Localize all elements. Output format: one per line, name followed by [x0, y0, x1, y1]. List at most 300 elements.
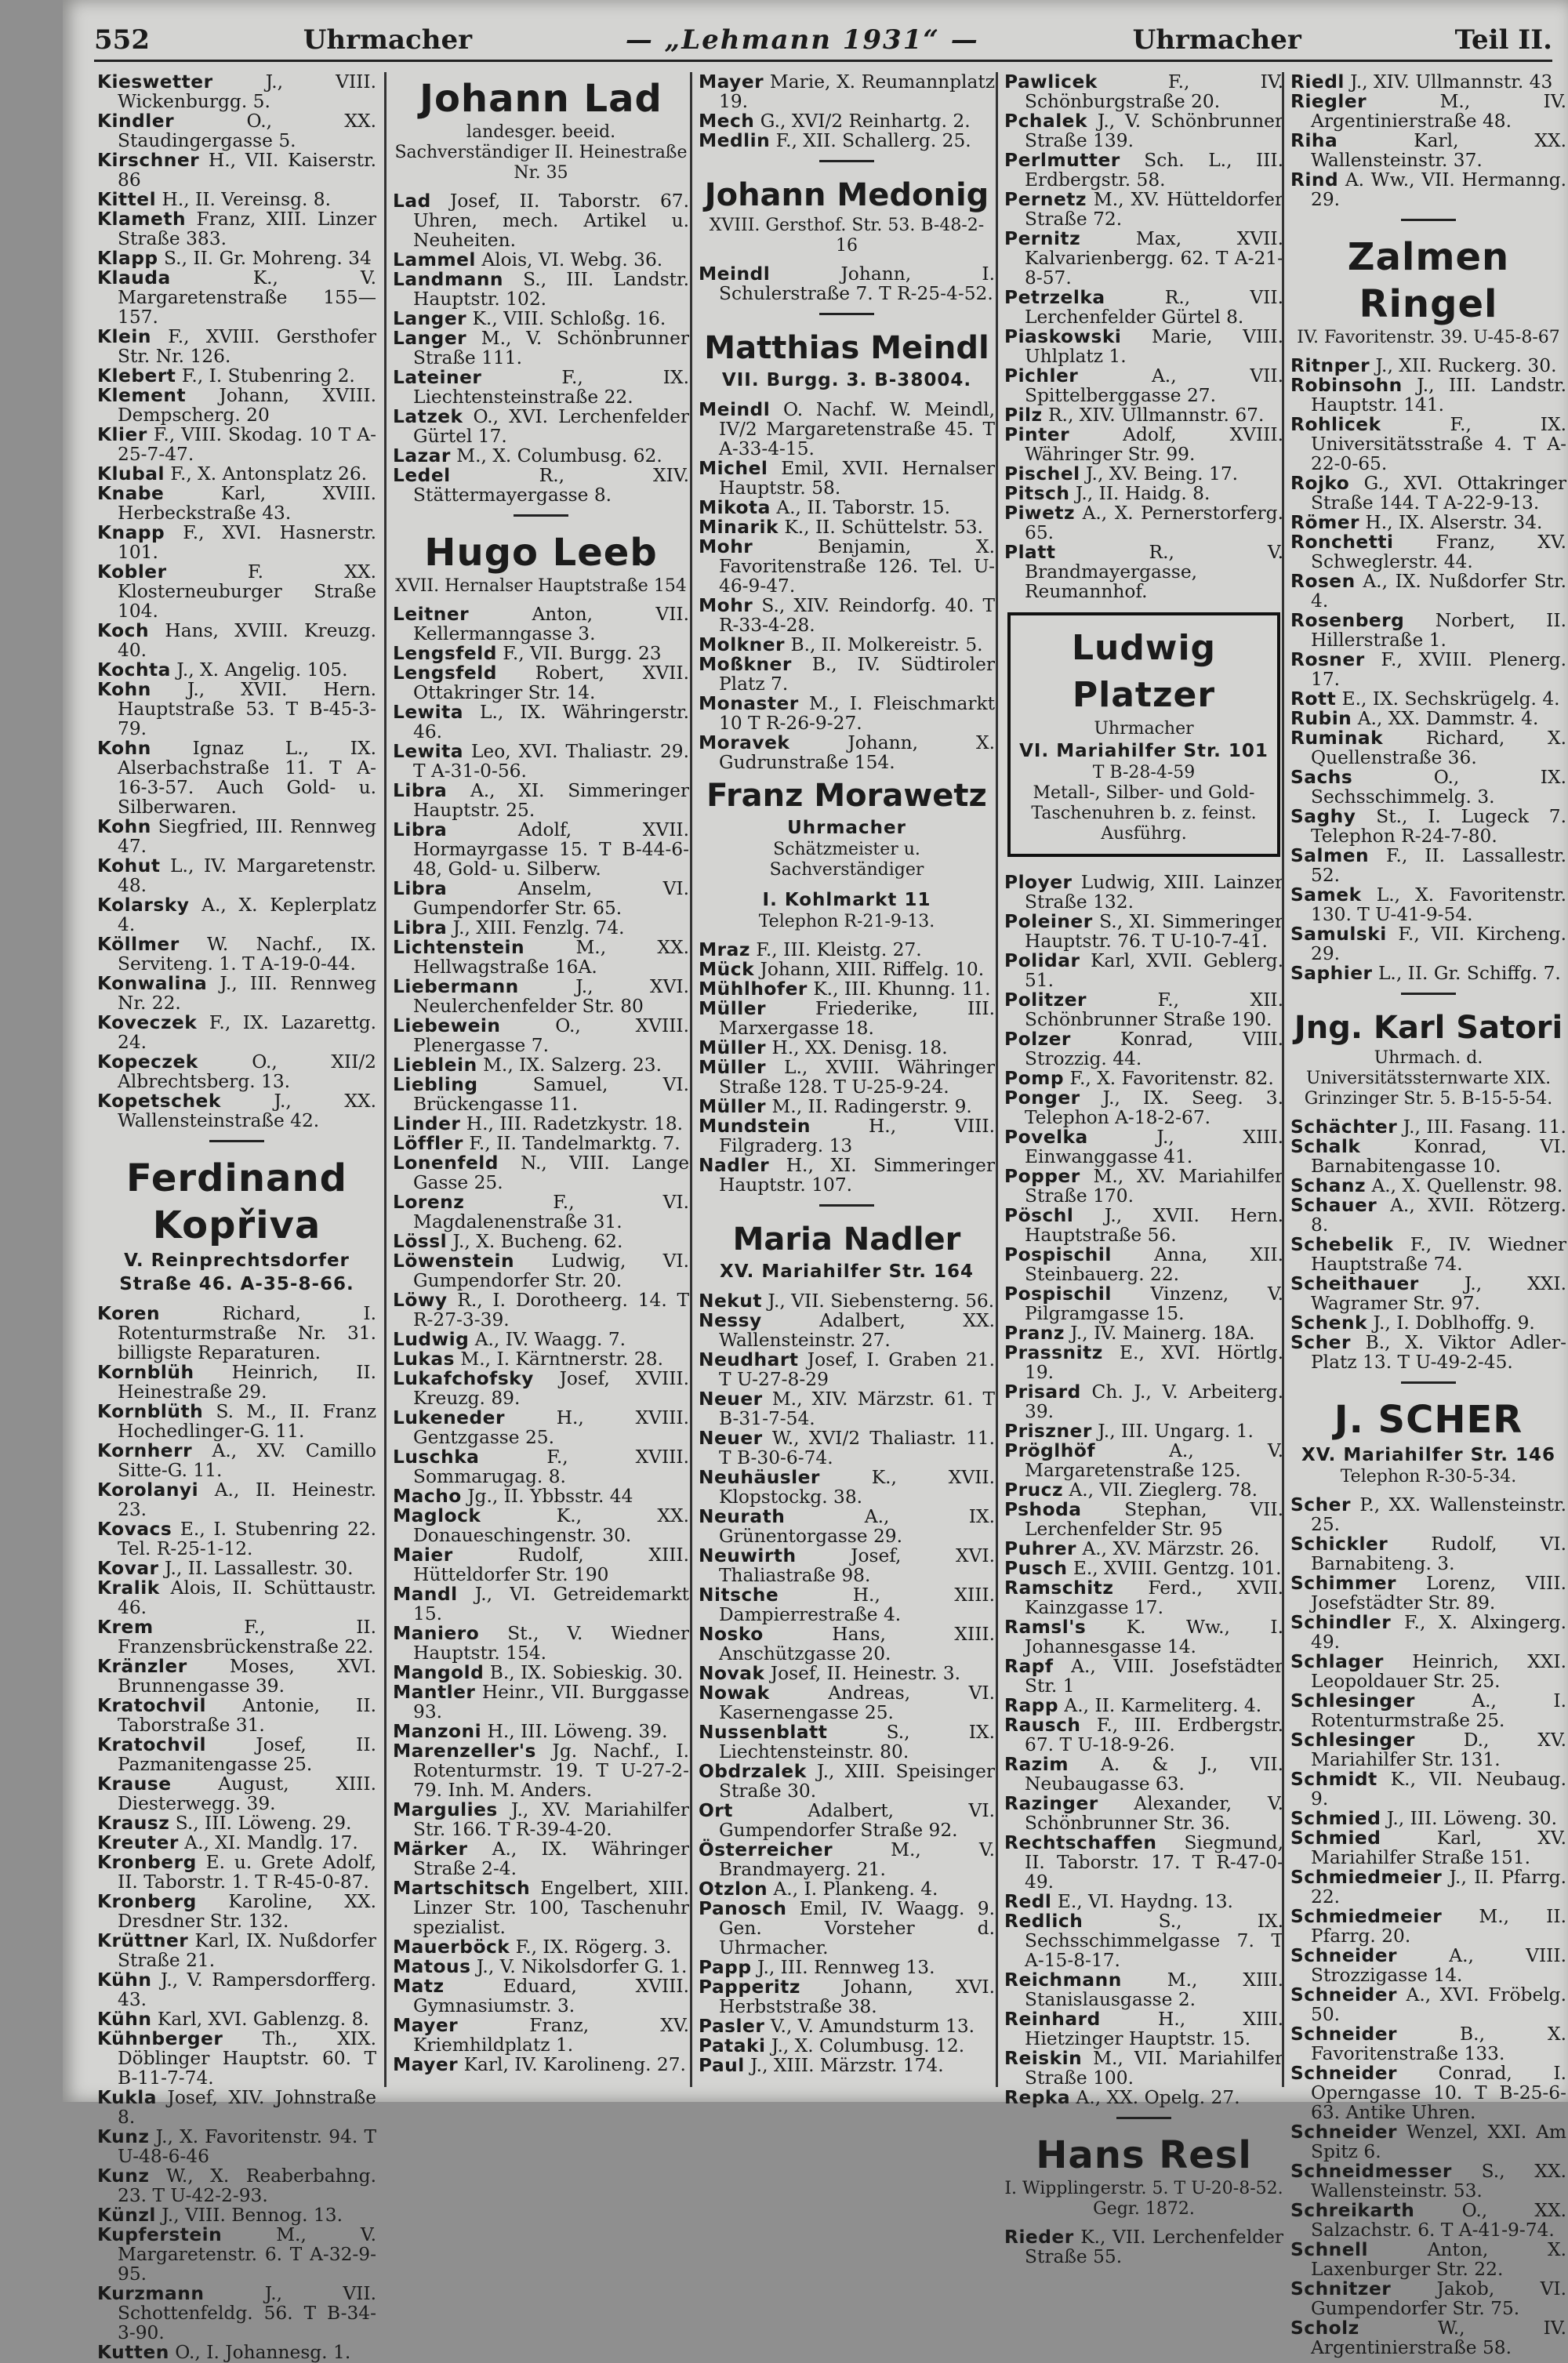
entry-details: L., IV. Margaretenstr. 48. — [118, 855, 376, 896]
entry-name: Klauda — [97, 267, 171, 289]
entry-details: Karl, IV. Karolineng. 27. — [463, 2054, 686, 2075]
entry-name: Schneider — [1290, 2024, 1398, 2045]
ad-details: XVIII. Gersthof. Str. 53. B-48-2-16 — [709, 216, 985, 256]
entry-details: Johann, XIII. Riffelg. 10. — [760, 959, 985, 980]
directory-entry — [1290, 846, 1566, 885]
entry-name: Mühlhofer — [699, 978, 808, 1000]
directory-entry — [393, 1957, 689, 1976]
separator-rule — [1116, 2117, 1171, 2119]
entry-details: Rudolf, XIII. Hütteldorfer Str. 190 — [413, 1544, 690, 1585]
directory-entry — [1290, 807, 1566, 846]
directory-entry — [699, 264, 995, 303]
directory-entry — [393, 702, 689, 742]
entry-details: A., X. Keplerplatz 4. — [118, 895, 376, 935]
entry-name: Polzer — [1004, 1029, 1071, 1050]
ad-name: Matthias Meindl — [704, 330, 989, 366]
entry-details: Josef, XIV. Johnstraße 8. — [118, 2087, 376, 2128]
directory-entry — [393, 1839, 689, 1878]
entry-details: M., I. Kärntnerstr. 28. — [460, 1348, 663, 1370]
entry-details: W., XVI/2 Thaliastr. 11. T B-30-6-74. — [719, 1428, 996, 1468]
separator-rule — [1401, 1381, 1456, 1384]
entry-details: F., XII. Schönbrunner Straße 190. — [1025, 989, 1283, 1030]
entry-details: M., IV. Argentinierstraße 48. — [1311, 91, 1566, 132]
directory-entry — [1004, 425, 1283, 464]
entry-name: Papperitz — [699, 1976, 800, 1998]
entry-name: Kirschner — [97, 150, 200, 171]
entry-name: Pranz — [1004, 1323, 1065, 1344]
entry-name: Manzoni — [393, 1721, 482, 1742]
entry-details: A., XI. Mandlg. 17. — [184, 1832, 358, 1853]
entry-name: Povelka — [1004, 1127, 1088, 1148]
entry-details: Siegmund, II. Taborstr. 17. T R-47-0-49. — [1025, 1832, 1283, 1893]
directory-entry — [97, 856, 376, 895]
directory-entry — [97, 562, 376, 621]
entry-name: Schneider — [1290, 1945, 1398, 1966]
entry-details: Ch. J., V. Arbeiterg. 39. — [1025, 1381, 1283, 1422]
directory-entry — [97, 2205, 376, 2225]
entry-name: Scholz — [1290, 2318, 1359, 2339]
directory-entry — [97, 484, 376, 523]
entry-details: F., VI. Magdalenenstraße 31. — [413, 1192, 690, 1232]
directory-entry — [1004, 1892, 1283, 1911]
entry-details: F., XII. Schallerg. 25. — [775, 130, 971, 151]
directory-entry — [97, 2127, 376, 2166]
entry-name: Kukla — [97, 2087, 157, 2108]
entry-details: O., IX. Sechsschimmelg. 3. — [1311, 767, 1566, 808]
directory-entry — [1290, 1137, 1566, 1176]
entry-details: E. u. Grete Adolf, II. Taborstr. 1. T R-45-0-87. — [118, 1852, 376, 1893]
directory-entry — [699, 1038, 995, 1058]
entry-name: Linder — [393, 1113, 461, 1134]
entry-name: Lewita — [393, 702, 464, 723]
entry-details: M., XX. Hellwagstraße 16A. — [413, 937, 689, 978]
entry-details: Franz, XIII. Linzer Straße 383. — [118, 209, 376, 249]
ad-name: Jng. Karl Satori — [1294, 1010, 1563, 1046]
entry-details: Adolf, XVIII. Währinger Str. 99. — [1025, 424, 1283, 465]
entry-name: Riegler — [1290, 91, 1367, 112]
directory-entry — [1290, 1534, 1566, 1574]
directory-entry — [1004, 229, 1283, 288]
entry-details: H., III. Löweng. 39. — [487, 1721, 668, 1742]
directory-entry — [1290, 1691, 1566, 1730]
entry-name: Rechtschaffen — [1004, 1832, 1157, 1853]
directory-entry — [393, 1134, 689, 1153]
entry-name: Schreikarth — [1290, 2200, 1415, 2221]
entry-name: Märker — [393, 1838, 468, 1860]
entry-details: B., X. Viktor Adler-Platz 13. T U-49-2-45. — [1311, 1332, 1566, 1373]
entry-name: Kindler — [97, 111, 175, 132]
ad-address: I. Kohlmarkt 11 — [762, 890, 931, 910]
directory-entry — [1004, 1578, 1283, 1617]
directory-entry — [1290, 1907, 1566, 1946]
entry-name: Ponger — [1004, 1087, 1080, 1109]
entry-name: Saghy — [1290, 806, 1356, 827]
directory-entry — [699, 655, 995, 694]
directory-entry — [97, 1304, 376, 1363]
entry-details: Ludwig, XIII. Lainzer Straße 132. — [1025, 872, 1283, 913]
entry-name: Petrzelka — [1004, 287, 1105, 308]
entry-name: Libra — [393, 819, 448, 840]
entry-details: August, XIII. Diesterwegg. 39. — [118, 1773, 376, 1814]
directory-entry — [699, 517, 995, 537]
directory-entry — [699, 498, 995, 517]
entry-details: K., VIII. Schloßg. 16. — [472, 308, 666, 329]
directory-entry — [97, 1559, 376, 1578]
directory-entry — [393, 1722, 689, 1741]
directory-entry — [1290, 1652, 1566, 1691]
entry-details: Siegfried, III. Rennweg 47. — [118, 816, 376, 857]
entry-name: Schimmer — [1290, 1573, 1396, 1594]
entry-name: Riha — [1290, 130, 1338, 151]
entry-name: Rosen — [1290, 571, 1356, 592]
header-right-title: Uhrmacher — [1132, 24, 1301, 56]
entry-name: Obdrzalek — [699, 1761, 807, 1782]
entry-details: Max, XVII. Kalvarienbergg. 62. T A-21-8-57. — [1025, 228, 1283, 289]
entry-name: Schnell — [1290, 2239, 1369, 2260]
ad-details: IV. Favoritenstr. 39. U-45-8-67 — [1297, 328, 1560, 347]
entry-details: F., XVI. Hasnerstr. 101. — [118, 522, 376, 563]
directory-entry — [393, 1624, 689, 1663]
ad-name: Johann Lad — [419, 77, 662, 121]
entry-details: B., X. Favoritenstraße 133. — [1311, 2024, 1566, 2064]
entry-details: R., XIV. Ullmannstr. 67. — [1048, 405, 1265, 426]
entry-name: Schenk — [1290, 1312, 1368, 1334]
entry-name: Paul — [699, 2055, 745, 2076]
directory-entry — [1004, 2227, 1283, 2267]
ad-address: V. Reinprechtsdorfer Straße 46. A-35-8-66. — [119, 1250, 354, 1294]
directory-entry — [1290, 1613, 1566, 1652]
entry-details: O. Nachf. W. Meindl, IV/2 Margaretenstraße 45. T A-33-4-15. — [719, 399, 995, 459]
entry-name: Lössl — [393, 1231, 448, 1252]
entry-details: J., XV. Mariahilfer Str. 166. T R-39-4-20. — [413, 1799, 689, 1840]
entry-details: Adalbert, XX. Wallensteinstr. 27. — [719, 1310, 995, 1351]
directory-entry — [393, 918, 689, 938]
directory-entry — [699, 1801, 995, 1840]
entry-name: Rieder — [1004, 2227, 1074, 2248]
entry-details: J., X. Favoritenstr. 94. T U-48-6-46 — [118, 2126, 376, 2167]
entry-name: Nussenblatt — [699, 1722, 828, 1743]
directory-entry — [393, 2016, 689, 2055]
advertisement — [699, 328, 995, 392]
entry-name: Langer — [393, 308, 467, 329]
entry-details: Johann, X. Gudrunstraße 154. — [719, 732, 995, 773]
entry-name: Schneider — [1290, 1984, 1398, 2005]
entry-details: F., XVIII. Plenerg. 17. — [1311, 649, 1566, 690]
entry-details: Konrad, VI. Barnabitengasse 10. — [1311, 1136, 1566, 1177]
entry-details: Stephan, VII. Lerchenfelder Str. 95 — [1025, 1499, 1283, 1540]
entry-name: Salmen — [1290, 845, 1370, 866]
directory-entry — [393, 1741, 689, 1800]
entry-name: Panosch — [699, 1898, 787, 1919]
entry-name: Scheithauer — [1290, 1273, 1419, 1294]
entry-name: Libra — [393, 917, 448, 938]
entry-details: E., XVI. Hörtlg. 19. — [1025, 1342, 1283, 1383]
entry-details: A., VII. Zieglerg. 78. — [1069, 1479, 1258, 1501]
entry-name: Piwetz — [1004, 503, 1076, 524]
directory-entry — [1004, 1755, 1283, 1794]
entry-name: Rosenberg — [1290, 610, 1405, 631]
entry-name: Klein — [97, 326, 151, 347]
directory-entry — [97, 1892, 376, 1931]
ad-address: VII. Burgg. 3. B-38004. — [721, 370, 972, 390]
entry-details: H., VIII. Filgraderg. 13 — [719, 1116, 995, 1156]
entry-details: F., III. Erdbergstr. 67. T U-18-9-26. — [1025, 1715, 1284, 1755]
directory-entry — [97, 1931, 376, 1970]
directory-entry — [699, 733, 995, 772]
directory-entry — [97, 1657, 376, 1696]
directory-page — [63, 0, 1568, 2363]
directory-entry — [97, 2088, 376, 2127]
directory-entry — [393, 1369, 689, 1408]
directory-entry — [1290, 1828, 1566, 1868]
directory-entry — [97, 1013, 376, 1052]
entry-details: Anna, XII. Steinbauerg. 22. — [1025, 1244, 1283, 1285]
advertisement — [1290, 234, 1566, 348]
directory-entry — [97, 2284, 376, 2343]
entry-name: Neudhart — [699, 1349, 799, 1370]
entry-name: Rosner — [1290, 649, 1365, 670]
entry-name: Moravek — [699, 732, 790, 753]
entry-details: J., X. Columbusg. 12. — [771, 2035, 965, 2056]
entry-name: Mauerböck — [393, 1936, 510, 1958]
directory-entry — [1290, 1809, 1566, 1828]
directory-entry — [1290, 131, 1566, 170]
directory-entry — [1004, 1088, 1283, 1127]
directory-entry — [393, 1408, 689, 1447]
directory-entry — [699, 1585, 995, 1624]
entry-name: Samulski — [1290, 924, 1387, 945]
entry-name: Popper — [1004, 1166, 1080, 1187]
boxed-advertisement — [1007, 612, 1280, 857]
entry-details: E., XVIII. Gentzg. 101. — [1073, 1558, 1282, 1579]
entry-name: Lengsfeld — [393, 662, 497, 684]
entry-name: Redlich — [1004, 1911, 1083, 1932]
directory-entry — [393, 1192, 689, 1232]
entry-details: S., IX. Liechtensteinstr. 80. — [719, 1722, 995, 1762]
directory-entry — [97, 386, 376, 425]
entry-details: A., XV. Camillo Sitte-G. 11. — [118, 1440, 377, 1481]
directory-entry — [393, 191, 689, 250]
entry-details: Samuel, VI. Brückengasse 11. — [413, 1074, 689, 1115]
directory-entry — [1290, 1770, 1566, 1809]
entry-name: Ployer — [1004, 872, 1073, 893]
entry-name: Saphier — [1290, 963, 1373, 984]
advertisement — [1004, 2132, 1283, 2220]
entry-name: Pilz — [1004, 405, 1043, 426]
entry-details: J., IX. Seeg. 3. Telephon A-18-2-67. — [1025, 1087, 1283, 1128]
entry-name: Klameth — [97, 209, 187, 230]
entry-details: J., VI. Getreidemarkt 15. — [413, 1584, 689, 1624]
directory-entry — [393, 1506, 689, 1545]
entry-details: F., II. Franzensbrückenstraße 22. — [118, 1617, 376, 1657]
entry-name: Müller — [699, 1096, 767, 1117]
entry-name: Kühnberger — [97, 2028, 223, 2049]
entry-details: A., X. Pernerstorferg. 65. — [1025, 503, 1283, 543]
entry-name: Köllmer — [97, 934, 180, 955]
directory-entry — [1004, 1500, 1283, 1539]
entry-details: J., XV. Being. 17. — [1086, 463, 1239, 485]
entry-details: A., VIII. Josefstädter Str. 1 — [1025, 1656, 1284, 1697]
directory-entry — [1290, 611, 1566, 650]
entry-details: H., III. Radetzkystr. 18. — [466, 1113, 684, 1134]
directory-entry — [1004, 543, 1283, 601]
entry-name: Löffler — [393, 1133, 463, 1154]
entry-name: Lichtenstein — [393, 937, 525, 958]
entry-name: Mayer — [393, 2015, 459, 2036]
directory-entry — [699, 1291, 995, 1311]
entry-details: Richard, X. Quellenstraße 36. — [1311, 728, 1566, 768]
entry-name: Rind — [1290, 169, 1339, 191]
entry-name: Reiskin — [1004, 2048, 1083, 2069]
directory-entry — [1004, 190, 1283, 229]
entry-details: M., X. Columbusg. 62. — [456, 445, 662, 466]
entry-name: Mangold — [393, 1662, 485, 1683]
entry-name: Leitner — [393, 604, 470, 625]
entry-details: J., III. Landstr. Hauptstr. 141. — [1311, 375, 1567, 416]
ad-name: Franz Morawetz — [706, 778, 987, 814]
entry-details: St., V. Wiedner Hauptstr. 154. — [413, 1623, 689, 1664]
entry-details: R., XIV. Stättermayergasse 8. — [413, 465, 689, 506]
entry-name: Schneider — [1290, 2122, 1398, 2143]
directory-entry — [699, 635, 995, 655]
entry-details: Josef, II. Taborstr. 67. Uhren, mech. Artikel u. Neuheiten. — [413, 191, 689, 251]
entry-details: J., XIII. Einwanggasse 41. — [1025, 1127, 1283, 1167]
entry-name: Libra — [393, 780, 448, 801]
entry-details: M., IX. Salzerg. 23. — [483, 1054, 662, 1076]
entry-details: Richard, I. Rotenturmstraße Nr. 31. billigste Reparaturen. — [118, 1303, 376, 1363]
entry-name: Schanz — [1290, 1175, 1367, 1196]
directory-entry — [393, 604, 689, 644]
entry-name: Samek — [1290, 884, 1362, 906]
ad-details: Schätzmeister u. Sachverständiger — [769, 840, 924, 880]
entry-name: Lazar — [393, 445, 451, 466]
entry-details: K., III. Khunng. 11. — [813, 978, 991, 1000]
directory-entry — [393, 328, 689, 368]
entry-name: Mech — [699, 111, 755, 132]
entry-details: Sch. L., III. Erdbergstr. 58. — [1025, 150, 1283, 191]
entry-details: Alexander, V. Schönbrunner Str. 36. — [1025, 1793, 1284, 1834]
entry-details: Adalbert, VI. Gumpendorfer Straße 92. — [719, 1800, 995, 1841]
directory-entry — [1004, 1382, 1283, 1421]
directory-entry — [393, 1153, 689, 1192]
entry-name: Klapp — [97, 248, 158, 269]
directory-entry — [1290, 768, 1566, 807]
entry-name: Scher — [1290, 1494, 1351, 1515]
entry-details: Karoline, XX. Dresdner Str. 132. — [118, 1891, 376, 1932]
entry-details: E., I. Stubenring 22. Tel. R-25-1-12. — [118, 1519, 376, 1559]
directory-entry — [1290, 474, 1566, 513]
entry-name: Schlager — [1290, 1651, 1384, 1672]
entry-details: Heinrich, II. Heinestraße 29. — [118, 1362, 376, 1403]
entry-details: M., V. Margaretenstr. 6. T A-32-9-95. — [118, 2224, 377, 2285]
entry-name: Moßkner — [699, 654, 792, 675]
entry-name: Pospischil — [1004, 1283, 1112, 1305]
entry-name: Mantler — [393, 1682, 476, 1703]
directory-entry — [1290, 2279, 1566, 2318]
directory-entry — [1004, 1794, 1283, 1833]
entry-name: Kurzmann — [97, 2283, 205, 2304]
directory-entry — [1004, 1323, 1283, 1343]
entry-name: Langer — [393, 328, 467, 349]
directory-entry — [1004, 1127, 1283, 1167]
entry-name: Piaskowski — [1004, 326, 1122, 347]
entry-name: Prucz — [1004, 1479, 1064, 1501]
entry-name: Maglock — [393, 1505, 481, 1526]
directory-entry — [1290, 2318, 1566, 2358]
directory-entry — [1290, 376, 1566, 415]
directory-entry — [699, 1058, 995, 1097]
ad-name: Zalmen Ringel — [1347, 235, 1510, 326]
advertisement — [97, 1155, 376, 1296]
entry-details: Friederike, III. Marxergasse 18. — [719, 998, 995, 1039]
separator-rule — [819, 160, 874, 162]
directory-entry — [97, 2166, 376, 2205]
separator-rule — [209, 1140, 264, 1142]
directory-entry — [97, 2225, 376, 2284]
entry-name: Puhrer — [1004, 1538, 1077, 1559]
directory-entry — [699, 979, 995, 999]
directory-entry — [699, 1350, 995, 1389]
directory-entry — [393, 466, 689, 505]
directory-entry — [699, 596, 995, 635]
directory-entry — [699, 1664, 995, 1683]
entry-name: Rubin — [1290, 708, 1352, 729]
directory-entry — [1290, 1274, 1566, 1313]
directory-entry — [97, 1853, 376, 1892]
entry-details: D., XV. Mariahilfer Str. 131. — [1311, 1730, 1566, 1770]
ad-phone: T B-28-4-59 — [1092, 763, 1196, 782]
entry-name: Lieblein — [393, 1054, 477, 1076]
directory-entry — [97, 660, 376, 680]
entry-details: Heinr., VII. Burggasse 93. — [413, 1682, 689, 1722]
directory-entry — [1004, 503, 1283, 543]
entry-details: J., XXI. Wagramer Str. 97. — [1311, 1273, 1566, 1314]
entry-name: Kopeczek — [97, 1051, 198, 1073]
entry-details: J., X. Bucheng. 62. — [452, 1231, 623, 1252]
entry-details: Franz, XV. Schweglerstr. 44. — [1311, 532, 1566, 572]
entry-details: A., I. Plankeng. 4. — [773, 1878, 938, 1900]
entry-name: Schmidt — [1290, 1769, 1377, 1790]
entry-details: O., XVIII. Plenergasse 7. — [413, 1015, 690, 1056]
directory-entry — [1004, 1833, 1283, 1892]
ad-name: Hugo Leeb — [424, 531, 658, 575]
entry-name: Kohn — [97, 679, 151, 700]
entry-details: J., XIV. Ullmannstr. 43 — [1350, 71, 1553, 93]
entry-name: Kronberg — [97, 1891, 197, 1912]
entry-name: Pichler — [1004, 365, 1079, 387]
separator-rule — [514, 514, 568, 517]
entry-name: Pöschl — [1004, 1205, 1074, 1226]
directory-entry — [1004, 1911, 1283, 1970]
directory-entry — [1290, 885, 1566, 924]
directory-entry — [393, 250, 689, 270]
directory-entry — [393, 1055, 689, 1075]
directory-entry — [97, 739, 376, 817]
entry-details: M., V. Schönbrunner Straße 111. — [413, 328, 689, 368]
directory-entry — [97, 72, 376, 111]
entry-details: H., VII. Kaiserstr. 86 — [118, 150, 377, 191]
entry-details: Andreas, VI. Kasernengasse 25. — [719, 1682, 995, 1723]
entry-name: Müller — [699, 998, 767, 1019]
entry-name: Reichmann — [1004, 1969, 1122, 1991]
entry-name: Meindl — [699, 263, 771, 285]
entry-details: K., XVII. Klopstockg. 38. — [719, 1467, 996, 1508]
entry-details: B., II. Molkereistr. 5. — [790, 634, 983, 655]
entry-details: Karl, XVII. Geblerg. 51. — [1025, 950, 1283, 991]
entry-name: Lammel — [393, 249, 476, 270]
entry-details: Karl, XX. Wallensteinstr. 37. — [1311, 130, 1566, 171]
entry-name: Mundstein — [699, 1116, 811, 1137]
